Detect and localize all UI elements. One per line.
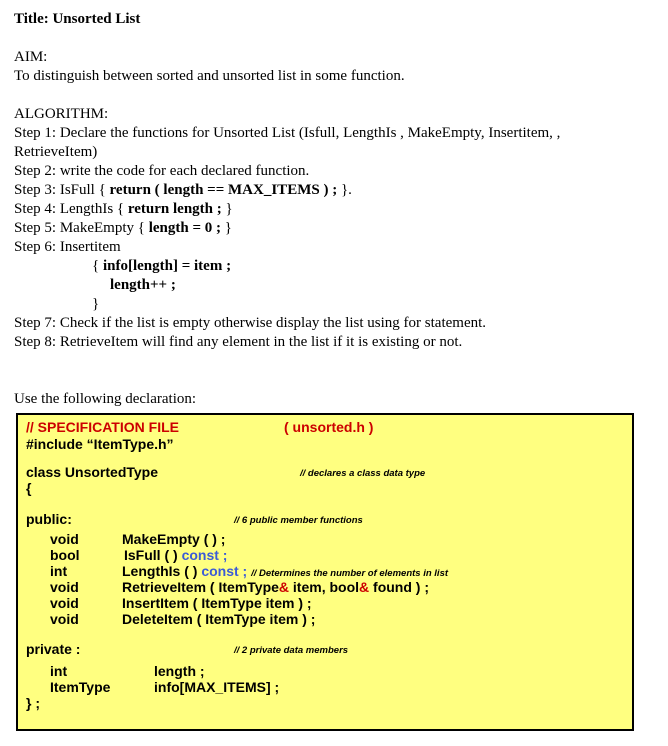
spec-comment: // SPECIFICATION FILE [26,419,179,435]
method-signature: DeleteItem ( ItemType item ) ; [122,611,316,627]
public-label: public: [26,511,72,527]
step-6-brace-open: { [92,258,100,274]
document-body [14,10,654,409]
step-1: Step 1: Declare the functions for Unsorted List (Isfull, LengthIs , MakeEmpty, Insertitem, , [14,125,561,141]
method-type: int [50,563,68,579]
public-comment: // 6 public member functions [234,515,363,526]
amp: & [359,579,370,595]
step-7: Step 7: Check if the list is empty otherwise display the list using for statement. [14,315,487,331]
step-3 [14,181,654,200]
method-line [124,547,227,563]
step-6-brace-close: } [92,296,100,312]
step-6-assign: info[length] = item ; [102,258,232,274]
class-declaration: class UnsortedType [26,464,159,480]
step-2: Step 2: write the code for each declared function. [14,163,310,179]
member-name: length ; [154,663,205,679]
step-3-label: Step 3: IsFull { [14,182,106,198]
class-comment: // declares a class data type [300,468,426,479]
method-signature: MakeEmpty ( ) ; [122,531,226,547]
step-8: Step 8: RetrieveItem will find any element in the list if it is existing or not. [14,334,463,350]
code-box [16,413,634,731]
step-1-cont: RetrieveItem) [14,144,98,160]
step-5 [14,219,654,238]
spec-filename: ( unsorted.h ) [284,419,374,435]
method-signature: LengthIs ( ) [122,563,198,579]
step-4-end: } [225,201,233,217]
declaration-intro: Use the following declaration: [14,391,197,407]
step-6-line-1 [14,257,654,276]
member-type: int [50,663,68,679]
class-close: } ; [26,695,40,711]
algorithm-heading: ALGORITHM: [14,106,109,122]
step-3-end: }. [340,182,352,198]
method-type: bool [50,547,80,563]
method-type: void [50,595,79,611]
page-title: Title: Unsorted List [14,11,141,27]
step-5-label: Step 5: MakeEmpty { [14,220,145,236]
aim-text: To distinguish between sorted and unsorted list in some function. [14,68,405,84]
step-5-end: } [224,220,232,236]
step-6-line-2 [14,276,654,295]
const-keyword: const ; [181,547,228,563]
step-3-code: return ( length == MAX_ITEMS ) ; [109,182,338,198]
private-label: private : [26,641,81,657]
aim-heading: AIM: [14,49,48,65]
step-6: Step 6: Insertitem [14,239,121,255]
step-4-label: Step 4: LengthIs { [14,201,125,217]
class-open-brace: { [26,480,32,496]
member-type: ItemType [50,679,111,695]
method-signature: IsFull ( ) [124,547,178,563]
amp: & [278,579,290,595]
method-type: void [50,579,79,595]
step-4 [14,200,654,219]
private-comment: // 2 private data members [234,645,349,656]
const-keyword: const ; [201,563,248,579]
method-type: void [50,611,79,627]
include-directive: #include “ItemType.h” [26,436,174,452]
method-type: void [50,531,79,547]
method-signature: RetrieveItem ( ItemType& item, bool& found ) ; [122,579,430,595]
method-line [122,563,448,579]
step-6-increment: length++ ; [110,277,176,293]
step-5-code: length = 0 ; [148,220,221,236]
method-signature: InsertItem ( ItemType item ) ; [122,595,312,611]
step-4-code: return length ; [127,201,222,217]
member-name: info[MAX_ITEMS] ; [154,679,280,695]
method-comment: // Determines the number of elements in list [251,568,449,579]
